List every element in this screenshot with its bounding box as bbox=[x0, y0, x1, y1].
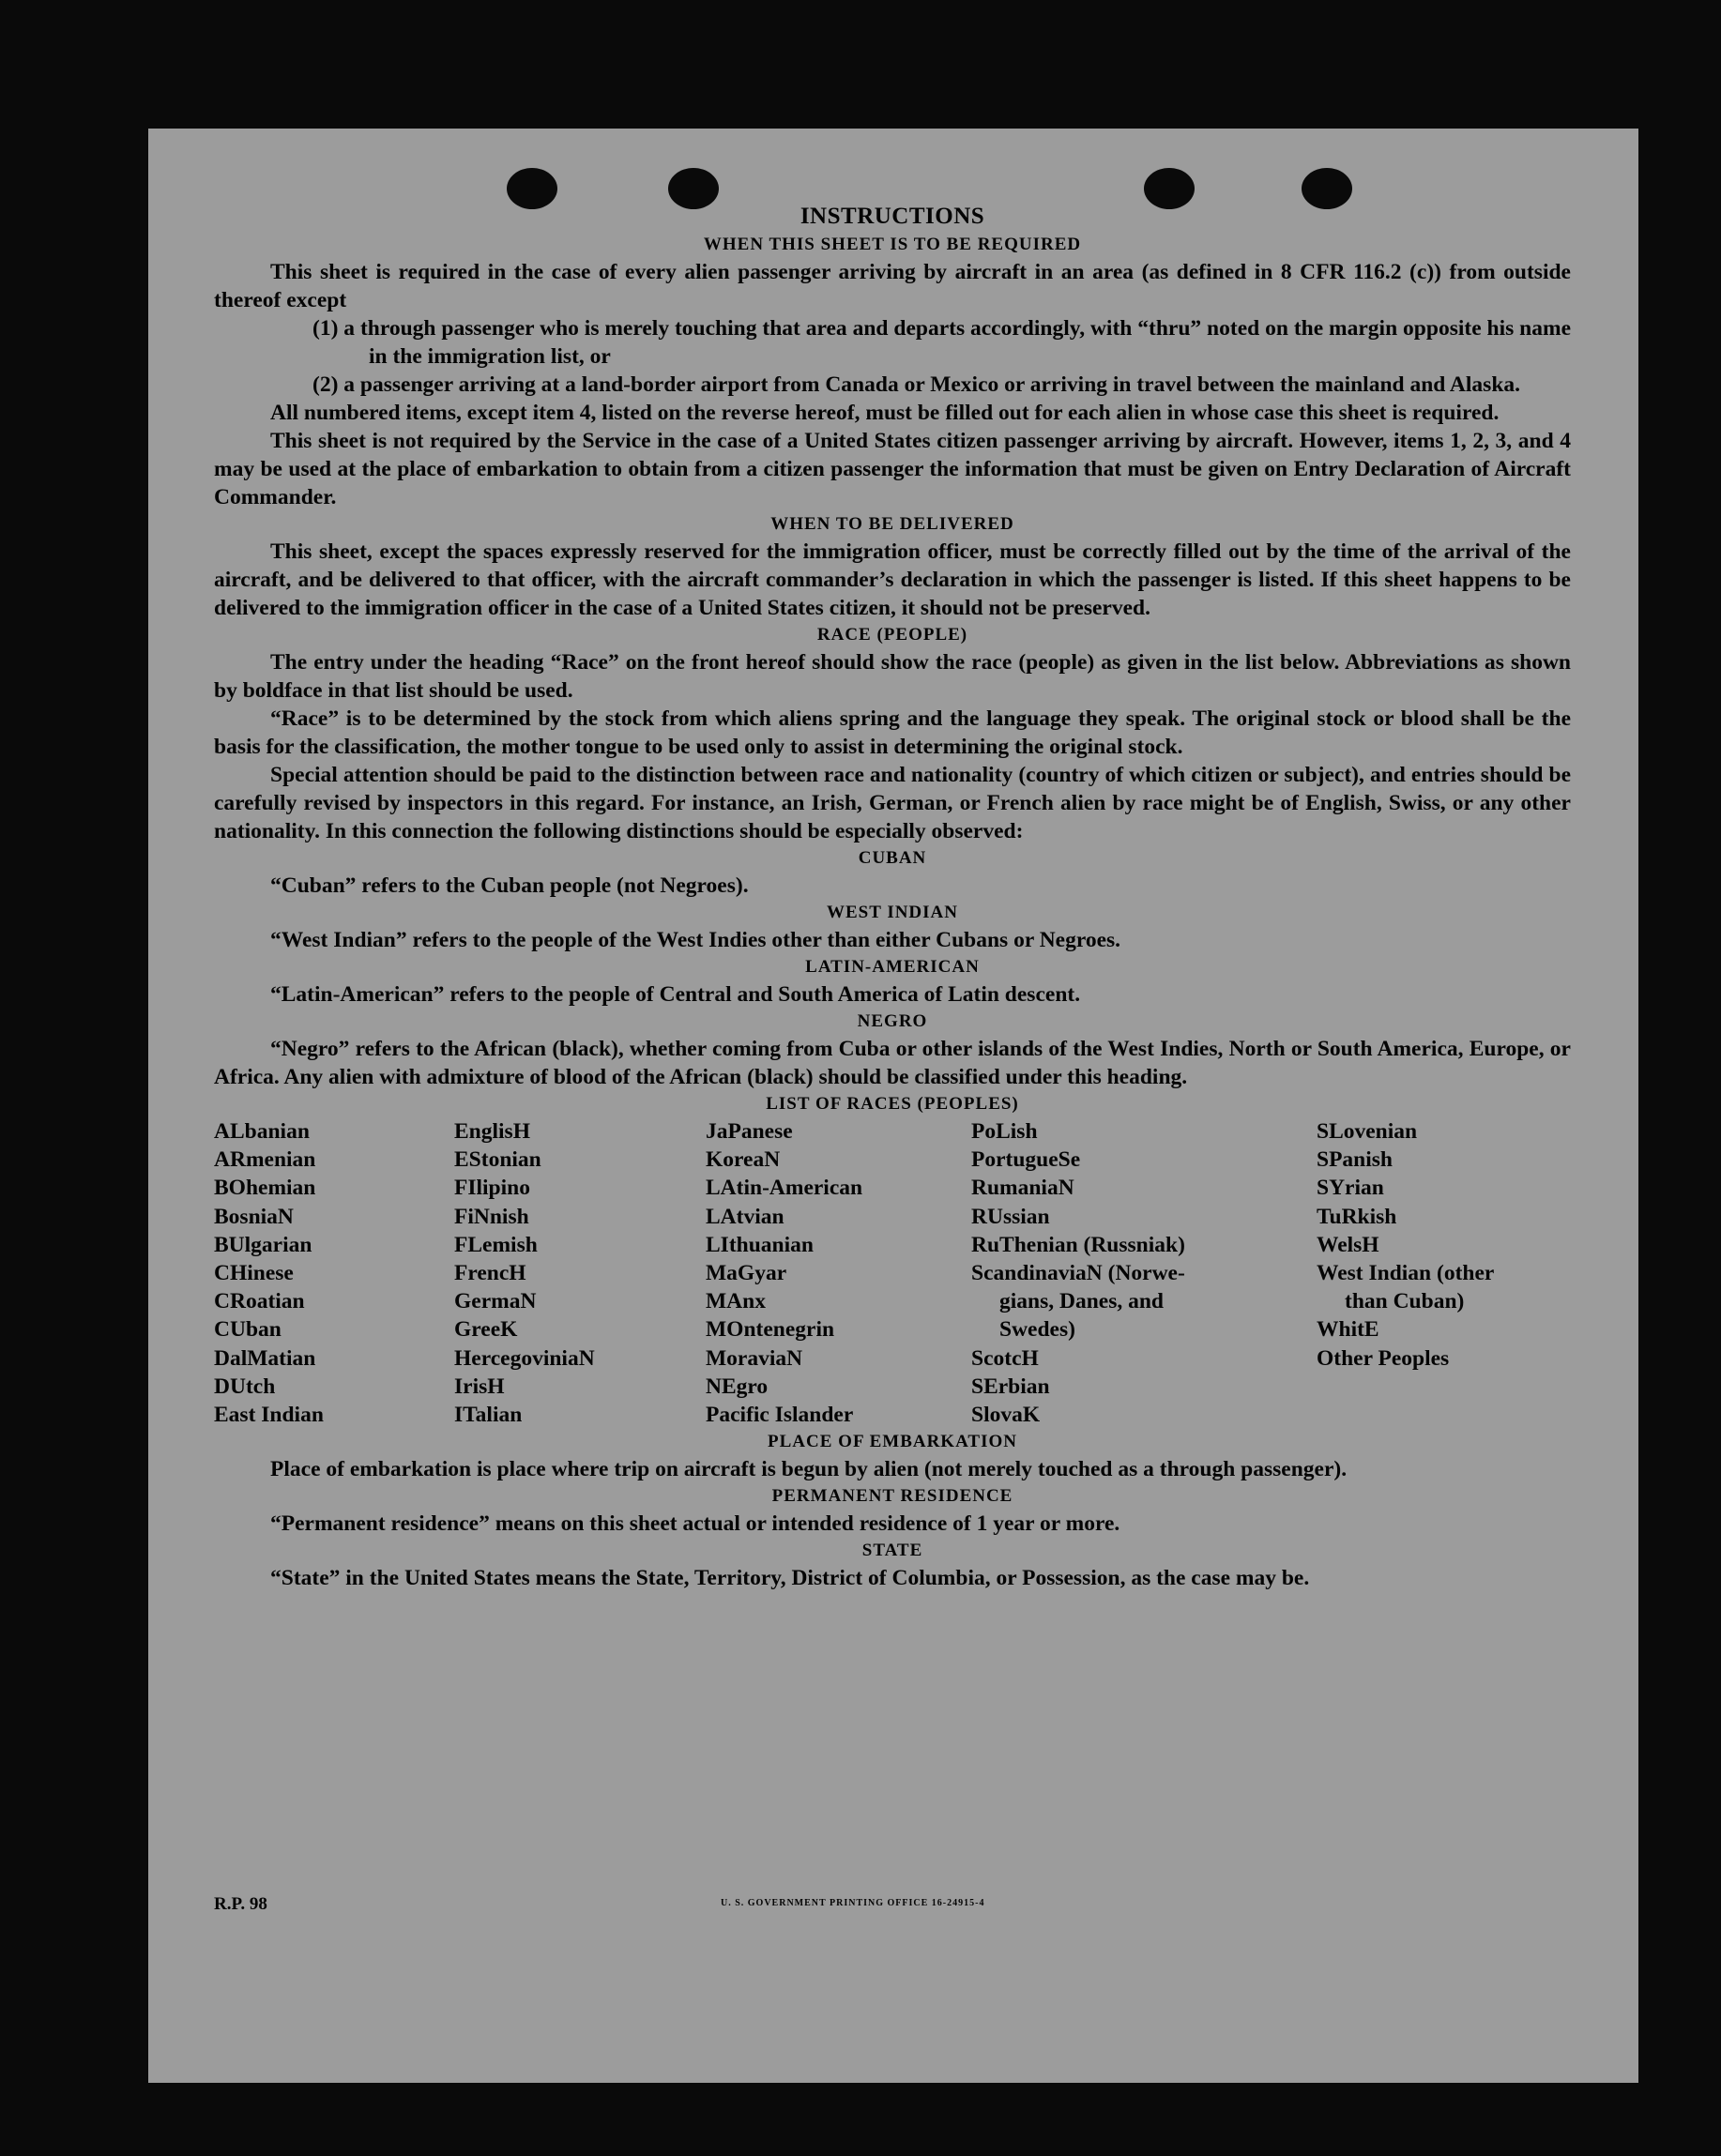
race-item: ALbanian bbox=[214, 1119, 310, 1144]
printer-imprint: U. S. GOVERNMENT PRINTING OFFICE 16-24915-4 bbox=[721, 1898, 985, 1908]
paragraph: This sheet is required in the case of every alien passenger arriving by aircraft in an area (as defined in 8 CFR 116.2 (c)) from outside thereof except bbox=[214, 260, 1571, 312]
race-item: BosniaN bbox=[214, 1204, 294, 1229]
page-title: INSTRUCTIONS bbox=[800, 204, 985, 229]
race-item: KoreaN bbox=[706, 1147, 781, 1173]
race-item: BOhemian bbox=[214, 1176, 316, 1201]
instructions-body bbox=[214, 202, 1571, 1592]
race-item: CRoatian bbox=[214, 1289, 305, 1314]
race-item: GermaN bbox=[454, 1289, 537, 1314]
race-item: PortugueSe bbox=[971, 1147, 1081, 1173]
race-item: Pacific Islander bbox=[706, 1403, 854, 1428]
race-item: SErbian bbox=[971, 1374, 1050, 1399]
form-number: R.P. 98 bbox=[214, 1894, 267, 1914]
paragraph: “Cuban” refers to the Cuban people (not Negroes). bbox=[270, 873, 749, 898]
race-item: FiNnish bbox=[454, 1204, 529, 1229]
race-item: BUlgarian bbox=[214, 1232, 312, 1257]
section-heading: PLACE OF EMBARKATION bbox=[768, 1432, 1017, 1452]
paragraph: Place of embarkation is place where trip on aircraft is begun by alien (not merely touched as a through passenger). bbox=[270, 1457, 1348, 1482]
race-item: than Cuban) bbox=[1345, 1289, 1465, 1314]
race-item: East Indian bbox=[214, 1403, 324, 1428]
race-item: CHinese bbox=[214, 1261, 294, 1286]
race-item: WelsH bbox=[1317, 1232, 1379, 1257]
race-item: MAnx bbox=[706, 1289, 766, 1314]
paragraph: “Latin-American” refers to the people of Central and South America of Latin descent. bbox=[270, 982, 1081, 1007]
race-item: SlovaK bbox=[971, 1403, 1041, 1428]
race-item: DUtch bbox=[214, 1374, 276, 1399]
race-item: Swedes) bbox=[999, 1317, 1075, 1343]
race-item: ITalian bbox=[454, 1403, 523, 1428]
race-item: RUssian bbox=[971, 1204, 1050, 1229]
race-item: GreeK bbox=[454, 1317, 518, 1343]
race-item: HercegoviniaN bbox=[454, 1345, 595, 1371]
section-heading: LIST OF RACES (PEOPLES) bbox=[766, 1094, 1019, 1114]
race-item: RuThenian (Russniak) bbox=[971, 1232, 1185, 1257]
section-heading: RACE (PEOPLE) bbox=[816, 625, 968, 645]
race-item: ScandinaviaN (Norwe- bbox=[971, 1261, 1185, 1286]
race-item: EnglisH bbox=[454, 1119, 530, 1144]
paragraph: This sheet, except the spaces expressly reserved for the immigration officer, must be correctly filled out by the time of the arrival of the aircraft, and be delivered to that officer, with the aircraft commander’s declaration in which the passenger is listed. If this sheet happens to be delivered to the immigration officer in the case of a United States citizen, it should not be preserved. bbox=[214, 539, 1571, 620]
race-item: ScotcH bbox=[971, 1345, 1039, 1371]
race-item: West Indian (other bbox=[1317, 1261, 1495, 1286]
section-heading: CUBAN bbox=[858, 848, 927, 868]
paragraph: “Race” is to be determined by the stock from which aliens spring and the language they speak. The original stock or blood shall be the basis for the classification, the mother tongue to be used only to assist in determining the original stock. bbox=[214, 706, 1571, 759]
race-item: RumaniaN bbox=[971, 1176, 1074, 1201]
footer bbox=[214, 1894, 1571, 1922]
race-item: MOntenegrin bbox=[706, 1317, 835, 1343]
section-heading: PERMANENT RESIDENCE bbox=[771, 1486, 1013, 1507]
race-item: CUban bbox=[214, 1317, 282, 1343]
race-column bbox=[971, 1117, 1317, 1429]
race-item: LAtin-American bbox=[706, 1176, 863, 1201]
paragraph: “Permanent residence” means on this sheet actual or intended residence of 1 year or more. bbox=[270, 1511, 1120, 1537]
race-item: SLovenian bbox=[1317, 1119, 1418, 1144]
document-sheet bbox=[148, 129, 1638, 2083]
list-item: (1) a through passenger who is merely touching that area and departs accordingly, with “thru” noted on the margin opposite his name in the immigration list, or bbox=[312, 316, 1571, 369]
race-item: LIthuanian bbox=[706, 1232, 814, 1257]
race-item: FLemish bbox=[454, 1232, 538, 1257]
race-column bbox=[706, 1117, 971, 1429]
race-column bbox=[1317, 1117, 1571, 1429]
race-item: TuRkish bbox=[1317, 1204, 1397, 1229]
section-heading: LATIN-AMERICAN bbox=[805, 957, 980, 977]
race-column bbox=[454, 1117, 706, 1429]
race-item: WhitE bbox=[1317, 1317, 1379, 1343]
race-item: SYrian bbox=[1317, 1176, 1384, 1201]
race-item: MoraviaN bbox=[706, 1345, 803, 1371]
race-item: JaPanese bbox=[706, 1119, 793, 1144]
race-item: Other Peoples bbox=[1317, 1345, 1450, 1371]
race-item: FrencH bbox=[454, 1261, 526, 1286]
paragraph: “Negro” refers to the African (black), whether coming from Cuba or other islands of the West Indies, North or South America, Europe, or Africa. Any alien with admixture of blood of the African (black) should be classified under this heading. bbox=[214, 1037, 1571, 1089]
paragraph: This sheet is not required by the Service in the case of a United States citizen passenger arriving by aircraft. However, items 1, 2, 3, and 4 may be used at the place of embarkation to obtain from a citizen passenger the information that must be given on Entry Declaration of Aircraft Commander. bbox=[214, 429, 1571, 509]
race-item: SPanish bbox=[1317, 1147, 1393, 1173]
race-column bbox=[214, 1117, 454, 1429]
paragraph: “State” in the United States means the State, Territory, District of Columbia, or Possession, as the case may be. bbox=[270, 1566, 1310, 1591]
section-heading: WHEN TO BE DELIVERED bbox=[770, 514, 1014, 534]
paragraph: Special attention should be paid to the distinction between race and nationality (country of which citizen or subject), and entries should be carefully revised by inspectors in this regard. For instance, an Irish, German, or French alien by race might be of English, Swiss, or any other nationality. In this connection the following distinctions should be especially observed: bbox=[214, 763, 1571, 843]
race-item: ARmenian bbox=[214, 1147, 316, 1173]
race-item: NEgro bbox=[706, 1374, 769, 1399]
race-item: MaGyar bbox=[706, 1261, 787, 1286]
race-item: LAtvian bbox=[706, 1204, 784, 1229]
race-list bbox=[214, 1117, 1571, 1429]
paragraph: All numbered items, except item 4, listed on the reverse hereof, must be filled out for each alien in whose case this sheet is required. bbox=[270, 401, 1500, 425]
section-heading: WEST INDIAN bbox=[827, 903, 958, 922]
race-item: EStonian bbox=[454, 1147, 541, 1173]
paragraph: The entry under the heading “Race” on the front hereof should show the race (people) as given in the list below. Abbreviations as shown by boldface in that list should be used. bbox=[214, 650, 1571, 703]
race-item: gians, Danes, and bbox=[999, 1289, 1164, 1314]
section-heading: NEGRO bbox=[857, 1011, 928, 1031]
section-heading: STATE bbox=[861, 1541, 923, 1561]
race-item: IrisH bbox=[454, 1374, 505, 1399]
race-item: PoLish bbox=[971, 1119, 1038, 1144]
section-heading: WHEN THIS SHEET IS TO BE REQUIRED bbox=[703, 235, 1082, 254]
race-item: FIlipino bbox=[454, 1176, 530, 1201]
paragraph: “West Indian” refers to the people of the West Indies other than either Cubans or Negroes. bbox=[270, 928, 1121, 952]
list-item: (2) a passenger arriving at a land-border airport from Canada or Mexico or arriving in travel between the mainland and Alaska. bbox=[312, 372, 1521, 397]
race-item: DalMatian bbox=[214, 1345, 316, 1371]
